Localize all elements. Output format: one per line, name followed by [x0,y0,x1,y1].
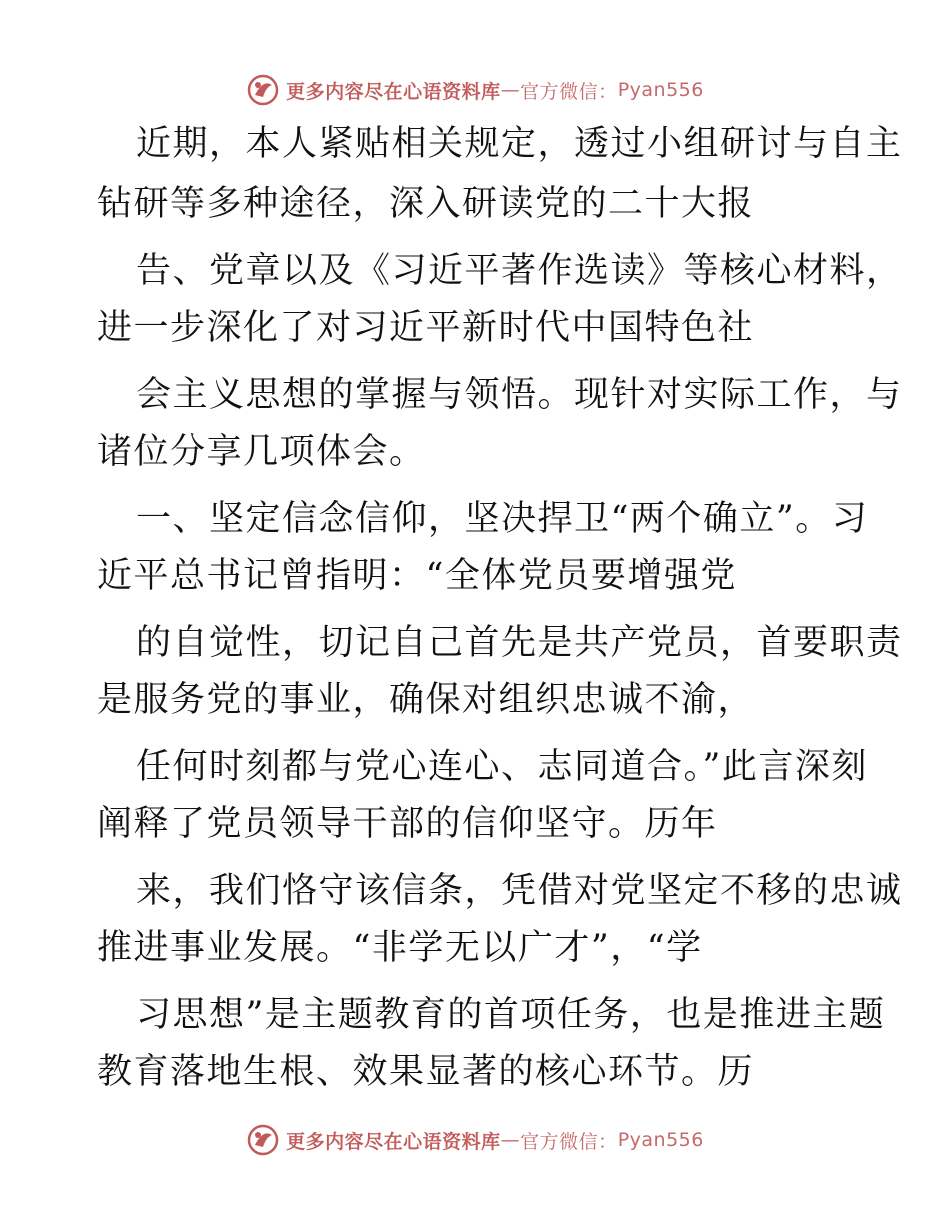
text-line: 的自觉性，切记自己首先是共产党员，首要职责 [136,623,903,663]
brand-logo-icon [246,1123,280,1157]
text-line: 会主义思想的掌握与领悟。现针对实际工作，与 [136,375,903,415]
text-line: 一、坚定信念信仰，坚决捍卫“两个确立”。习 [136,499,869,539]
text-line: 阐释了党员领导干部的信仰坚守。历年 [97,804,718,844]
text-line: 推进事业发展。“非学无以广才”，“学 [97,928,703,968]
header-separator: — [500,79,521,101]
text-line: 告、党章以及《习近平著作选读》等核心材料， [136,251,903,291]
text-line: 进一步深化了对习近平新时代中国特色社 [97,308,755,348]
text-line: 是服务党的事业，确保对组织忠诚不渝， [97,680,755,720]
text-line: 来，我们恪守该信条，凭借对党坚定不移的忠诚 [136,871,903,911]
header-wechat-label: 官方微信： [520,80,618,103]
footer-wechat-id: Pyan556 [617,1129,704,1151]
header-brand-text: 更多内容尽在心语资料库 [286,80,501,103]
brand-logo-icon [246,73,280,107]
text-line: 近平总书记曾指明：“全体党员要增强党 [97,556,737,596]
header-watermark [0,70,950,110]
text-line: 近期，本人紧贴相关规定，透过小组研讨与自主 [136,124,903,164]
footer-wechat-label: 官方微信： [520,1130,618,1153]
footer-brand-text: 更多内容尽在心语资料库 [286,1130,501,1153]
footer-watermark [0,1120,950,1160]
header-wechat-id: Pyan556 [617,79,704,101]
text-line: 教育落地生根、效果显著的核心环节。历 [97,1052,755,1092]
text-line: 习思想”是主题教育的首项任务，也是推进主题 [136,995,886,1035]
text-line: 钻研等多种途径，深入研读党的二十大报 [97,184,755,224]
text-line: 诸位分享几项体会。 [97,432,426,472]
footer-separator: — [500,1129,521,1151]
text-line: 任何时刻都与党心连心、志同道合。”此言深刻 [136,747,868,787]
